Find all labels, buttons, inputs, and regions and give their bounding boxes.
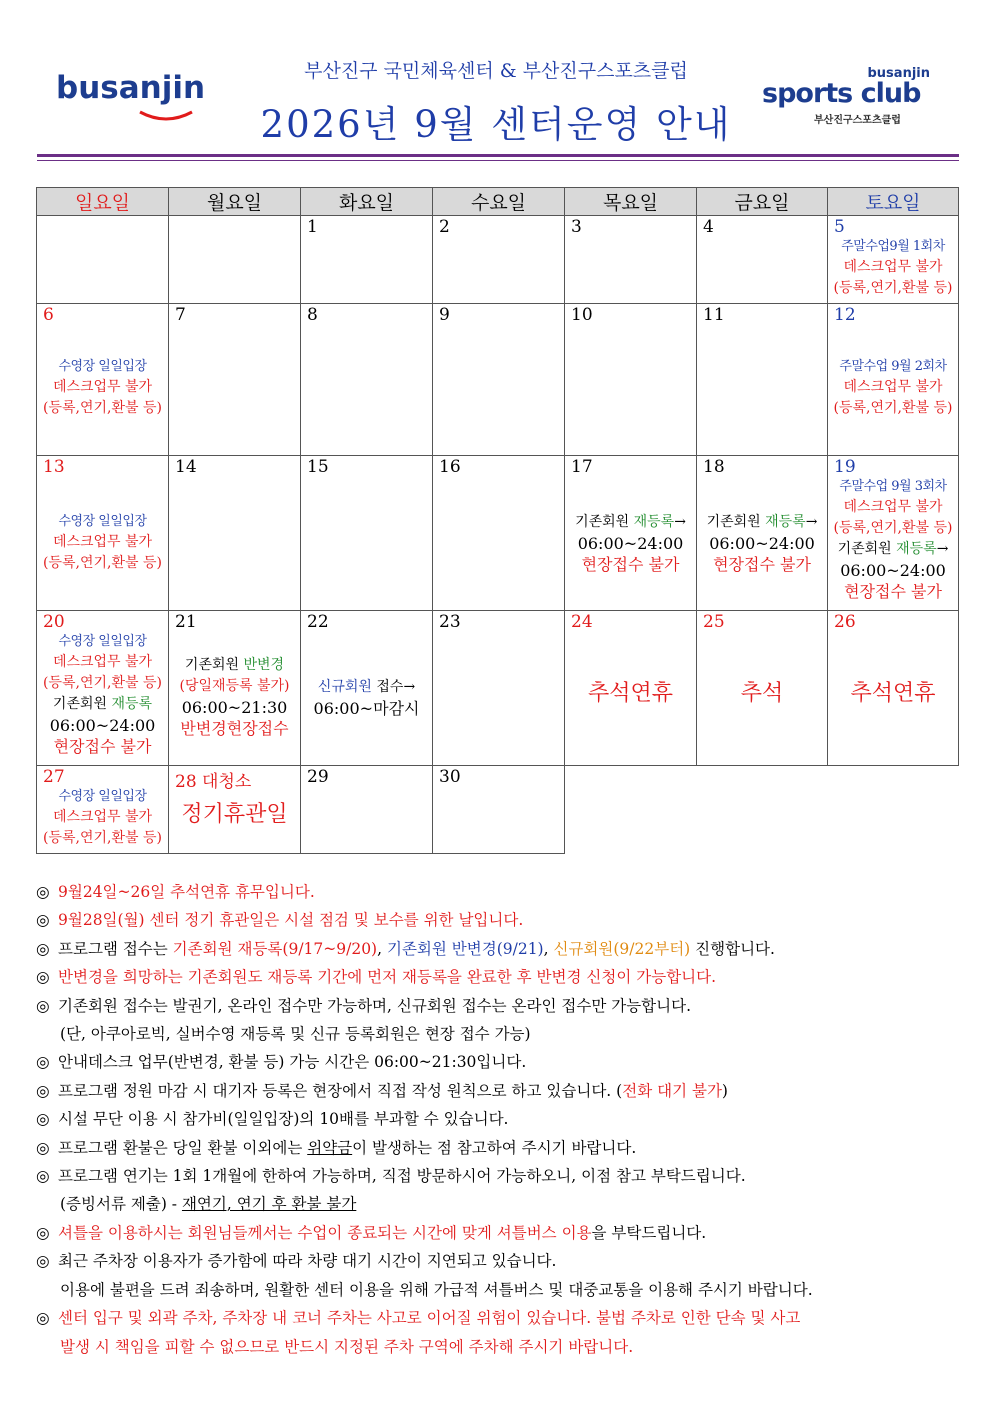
weekday-sun: 일요일 xyxy=(37,188,169,216)
day-cell-8 xyxy=(301,304,433,456)
day-cell-19 xyxy=(828,456,959,611)
calendar-week-1 xyxy=(37,216,959,304)
day-number: 8 xyxy=(307,305,318,325)
notice-item: ◎ 시설 무단 이용 시 참가비(일일입장)의 10배를 부과할 수 있습니다. xyxy=(36,1110,509,1129)
day-number: 10 xyxy=(571,305,593,325)
day-cell-20 xyxy=(37,611,169,766)
day-cell-blank xyxy=(565,766,697,854)
day-cell-empty xyxy=(37,216,169,304)
day-number: 5 xyxy=(834,217,845,237)
day-cell-9 xyxy=(433,304,565,456)
day-number: 23 xyxy=(439,612,461,632)
event-class-change xyxy=(169,655,300,739)
notice-item: ◎ 프로그램 연기는 1회 1개월에 한하여 가능하며, 직접 방문하시어 가능하오니, 이점 참고 부탁드립니다. xyxy=(36,1167,746,1186)
day-cell-24 xyxy=(565,611,697,766)
day-cell-21 xyxy=(169,611,301,766)
day-number: 4 xyxy=(703,217,714,237)
weekday-sat: 토요일 xyxy=(828,188,959,216)
weekday-header-row xyxy=(37,188,959,216)
day-number: 13 xyxy=(43,457,65,477)
day-cell-22 xyxy=(301,611,433,766)
event-regular-closed: 정기휴관일 xyxy=(181,802,288,827)
day-cell-23 xyxy=(433,611,565,766)
day-number: 22 xyxy=(307,612,329,632)
event-hours: 06:00~24:00 xyxy=(840,561,946,580)
event-hours: 06:00~마감시 xyxy=(313,699,420,718)
event-no-onsite: 현장접수 불가 xyxy=(844,582,942,601)
day-cell-17 xyxy=(565,456,697,611)
event-new-member-label: 신규회원 접수→ xyxy=(317,679,416,695)
day-number: 15 xyxy=(307,457,329,477)
event-class-change-onsite: 반변경현장접수 xyxy=(180,719,289,738)
day-cell-18 xyxy=(697,456,828,611)
day-number: 3 xyxy=(571,217,582,237)
event-reregistration xyxy=(697,512,827,575)
event-desk-closed-detail: (등록,연기,환불 등) xyxy=(833,400,953,416)
event-hours: 06:00~24:00 xyxy=(709,534,815,553)
weekday-tue: 화요일 xyxy=(301,188,433,216)
event-desk-closed: 데스크업무 불가 xyxy=(52,809,153,825)
event-desk-closed: 데스크업무 불가 xyxy=(52,379,153,395)
day-cell-7 xyxy=(169,304,301,456)
day-number: 14 xyxy=(175,457,197,477)
day-number: 30 xyxy=(439,767,461,787)
notice-item: ◎ 프로그램 환불은 당일 환불 이외에는 위약금이 발생하는 점 참고하여 주시기 바랍니다. xyxy=(36,1138,637,1157)
day-number: 11 xyxy=(703,305,725,325)
calendar-table xyxy=(36,187,959,854)
title-rule xyxy=(37,154,959,157)
day-cell-27 xyxy=(37,766,169,854)
day-number: 24 xyxy=(571,612,593,632)
notice-list xyxy=(36,878,976,1361)
notice-item: ◎ 최근 주차장 이용자가 증가함에 따라 차량 대기 시간이 지연되고 있습니다. xyxy=(36,1252,557,1271)
day-number: 6 xyxy=(43,305,54,325)
calendar-week-5 xyxy=(37,766,959,854)
weekday-thu: 목요일 xyxy=(565,188,697,216)
event-desk-closed: 데스크업무 불가 xyxy=(843,499,943,515)
event-weekend-class-label: 주말수업9월 1회차 xyxy=(841,239,945,254)
event-no-onsite: 현장접수 불가 xyxy=(53,737,152,756)
day-number: 28 대청소 xyxy=(175,772,252,792)
event-pool xyxy=(37,631,168,757)
day-number: 7 xyxy=(175,305,186,325)
day-cell-10 xyxy=(565,304,697,456)
event-chuseok-holiday: 추석연휴 xyxy=(587,681,673,706)
day-number: 9 xyxy=(439,305,450,325)
day-number: 1 xyxy=(307,217,318,237)
day-cell-blank xyxy=(697,766,828,854)
notice-item: ◎ 9월28일(월) 센터 정기 휴관일은 시설 점검 및 보수를 위한 날입니다. xyxy=(36,911,524,930)
event-reregistration xyxy=(565,512,696,575)
calendar-week-2 xyxy=(37,304,959,456)
event-hours: 06:00~21:30 xyxy=(181,698,288,717)
calendar-week-3 xyxy=(37,456,959,611)
notice-item: ◎ 안내데스크 업무(반변경, 환불 등) 가능 시간은 06:00~21:30입니다. xyxy=(36,1053,527,1072)
day-number: 16 xyxy=(439,457,461,477)
event-weekend-class xyxy=(828,476,958,602)
day-cell-28 xyxy=(169,766,301,854)
event-desk-closed-detail: (등록,연기,환불 등) xyxy=(43,830,162,846)
day-number: 17 xyxy=(571,457,593,477)
event-weekend-class xyxy=(828,236,958,299)
event-desk-closed-detail: (등록,연기,환불 등) xyxy=(43,555,162,571)
title-rule-thin xyxy=(37,160,959,161)
event-pool xyxy=(37,786,168,849)
day-number: 20 xyxy=(43,612,65,632)
event-pool xyxy=(37,356,168,419)
day-cell-15 xyxy=(301,456,433,611)
day-cell-1 xyxy=(301,216,433,304)
event-pool xyxy=(37,511,168,574)
event-hours: 06:00~24:00 xyxy=(577,534,684,553)
notice-item: ◎ 9월24일~26일 추석연휴 휴무입니다. xyxy=(36,883,315,901)
day-number: 12 xyxy=(834,305,856,325)
event-desk-closed: 데스크업무 불가 xyxy=(52,534,153,550)
day-number: 2 xyxy=(439,217,450,237)
page-title: 2026년 9월 센터운영 안내 xyxy=(260,103,732,146)
day-cell-5 xyxy=(828,216,959,304)
event-pool-daily: 수영장 일일입장 xyxy=(58,789,147,804)
event-reregistration-label: 기존회원 재등록→ xyxy=(575,514,686,530)
notice-item: ◎ 프로그램 접수는 기존회원 재등록(9/17~9/20), 기존회원 반변경(9/21), 신규회원(9/22부터) 진행합니다. xyxy=(36,939,775,958)
day-cell-25 xyxy=(697,611,828,766)
event-reregistration-label: 기존회원 재등록→ xyxy=(706,514,818,530)
event-pool-daily: 수영장 일일입장 xyxy=(58,359,147,374)
event-pool-daily: 수영장 일일입장 xyxy=(58,514,147,529)
weekday-wed: 수요일 xyxy=(433,188,565,216)
day-number: 18 xyxy=(703,457,725,477)
day-cell-13 xyxy=(37,456,169,611)
event-weekend-class xyxy=(828,356,958,419)
event-no-sameday-rereg: (당일재등록 불가) xyxy=(179,678,290,694)
day-cell-6 xyxy=(37,304,169,456)
day-cell-blank xyxy=(828,766,959,854)
notice-item-sub: (증빙서류 제출) - 재연기, 연기 후 환불 불가 xyxy=(60,1195,357,1214)
notice-item: ◎ 반변경을 희망하는 기존회원도 재등록 기간에 먼저 재등록을 완료한 후 반변경 신청이 가능합니다. xyxy=(36,968,717,987)
day-cell-4 xyxy=(697,216,828,304)
event-desk-closed-detail: (등록,연기,환불 등) xyxy=(833,520,953,536)
day-cell-12 xyxy=(828,304,959,456)
day-number: 26 xyxy=(834,612,856,632)
event-desk-closed: 데스크업무 불가 xyxy=(843,259,943,275)
event-no-onsite: 현장접수 불가 xyxy=(713,555,811,574)
event-desk-closed: 데스크업무 불가 xyxy=(52,654,153,670)
day-number: 19 xyxy=(834,457,856,477)
event-reregistration-label: 기존회원 재등록→ xyxy=(837,541,949,557)
day-cell-26 xyxy=(828,611,959,766)
notice-item: ◎ 센터 입구 및 외곽 주차, 주차장 내 코너 주차는 사고로 이어질 위험이 있습니다. 불법 주차로 인한 단속 및 사고 xyxy=(36,1309,801,1328)
event-class-change-label: 기존회원 반변경 xyxy=(184,657,285,673)
calendar-week-4 xyxy=(37,611,959,766)
sports-club-logo-sub: 부산진구스포츠클럽 xyxy=(814,115,901,126)
notice-item: ◎ 기존회원 접수는 발권기, 온라인 접수만 가능하며, 신규회원 접수는 온라인 접수만 가능합니다. xyxy=(36,996,692,1015)
notice-item-sub: (단, 아쿠아로빅, 실버수영 재등록 및 신규 등록회원은 현장 접수 가능) xyxy=(60,1025,531,1044)
event-new-member xyxy=(301,677,432,719)
sports-club-logo-main: sports club xyxy=(762,78,921,109)
event-reregistration-label: 기존회원 재등록 xyxy=(52,696,153,712)
day-cell-30 xyxy=(433,766,565,854)
event-hours: 06:00~24:00 xyxy=(49,716,156,735)
event-desk-closed: 데스크업무 불가 xyxy=(843,379,943,395)
notice-item-sub: 발생 시 책임을 피할 수 없으므로 반드시 지정된 주차 구역에 주차해 주시기 바랍니다. xyxy=(60,1337,634,1356)
notice-item: ◎ 프로그램 정원 마감 시 대기자 등록은 현장에서 직접 작성 원칙으로 하고 있습니다. (전화 대기 불가) xyxy=(36,1081,728,1100)
event-desk-closed-detail: (등록,연기,환불 등) xyxy=(833,280,953,296)
day-cell-3 xyxy=(565,216,697,304)
weekday-mon: 월요일 xyxy=(169,188,301,216)
day-number: 25 xyxy=(703,612,725,632)
day-number: 27 xyxy=(43,767,65,787)
weekday-fri: 금요일 xyxy=(697,188,828,216)
event-weekend-class-label: 주말수업 9월 3회차 xyxy=(839,479,947,494)
day-cell-11 xyxy=(697,304,828,456)
day-cell-empty xyxy=(169,216,301,304)
day-cell-14 xyxy=(169,456,301,611)
event-pool-daily: 수영장 일일입장 xyxy=(58,634,147,649)
day-cell-16 xyxy=(433,456,565,611)
event-chuseok: 추석 xyxy=(740,681,784,706)
event-no-onsite: 현장접수 불가 xyxy=(581,555,680,574)
sports-club-logo-top: busanjin xyxy=(867,66,930,81)
event-desk-closed-detail: (등록,연기,환불 등) xyxy=(43,675,162,691)
page-subtitle: 부산진구 국민체육센터 & 부산진구스포츠클럽 xyxy=(304,60,688,82)
busanjin-logo-text: busanjin xyxy=(56,70,206,106)
day-cell-29 xyxy=(301,766,433,854)
notice-item-sub: 이용에 불편을 드려 죄송하며, 원활한 센터 이용을 위해 가급적 셔틀버스 및 대중교통을 이용해 주시기 바랍니다. xyxy=(60,1280,813,1299)
day-number: 29 xyxy=(307,767,329,787)
notice-item: ◎ 셔틀을 이용하시는 회원님들께서는 수업이 종료되는 시간에 맞게 셔틀버스 이용을 부탁드립니다. xyxy=(36,1223,707,1242)
day-number: 21 xyxy=(175,612,197,632)
event-weekend-class-label: 주말수업 9월 2회차 xyxy=(839,359,947,374)
day-cell-2 xyxy=(433,216,565,304)
event-desk-closed-detail: (등록,연기,환불 등) xyxy=(43,400,162,416)
event-chuseok-holiday: 추석연휴 xyxy=(850,681,936,706)
